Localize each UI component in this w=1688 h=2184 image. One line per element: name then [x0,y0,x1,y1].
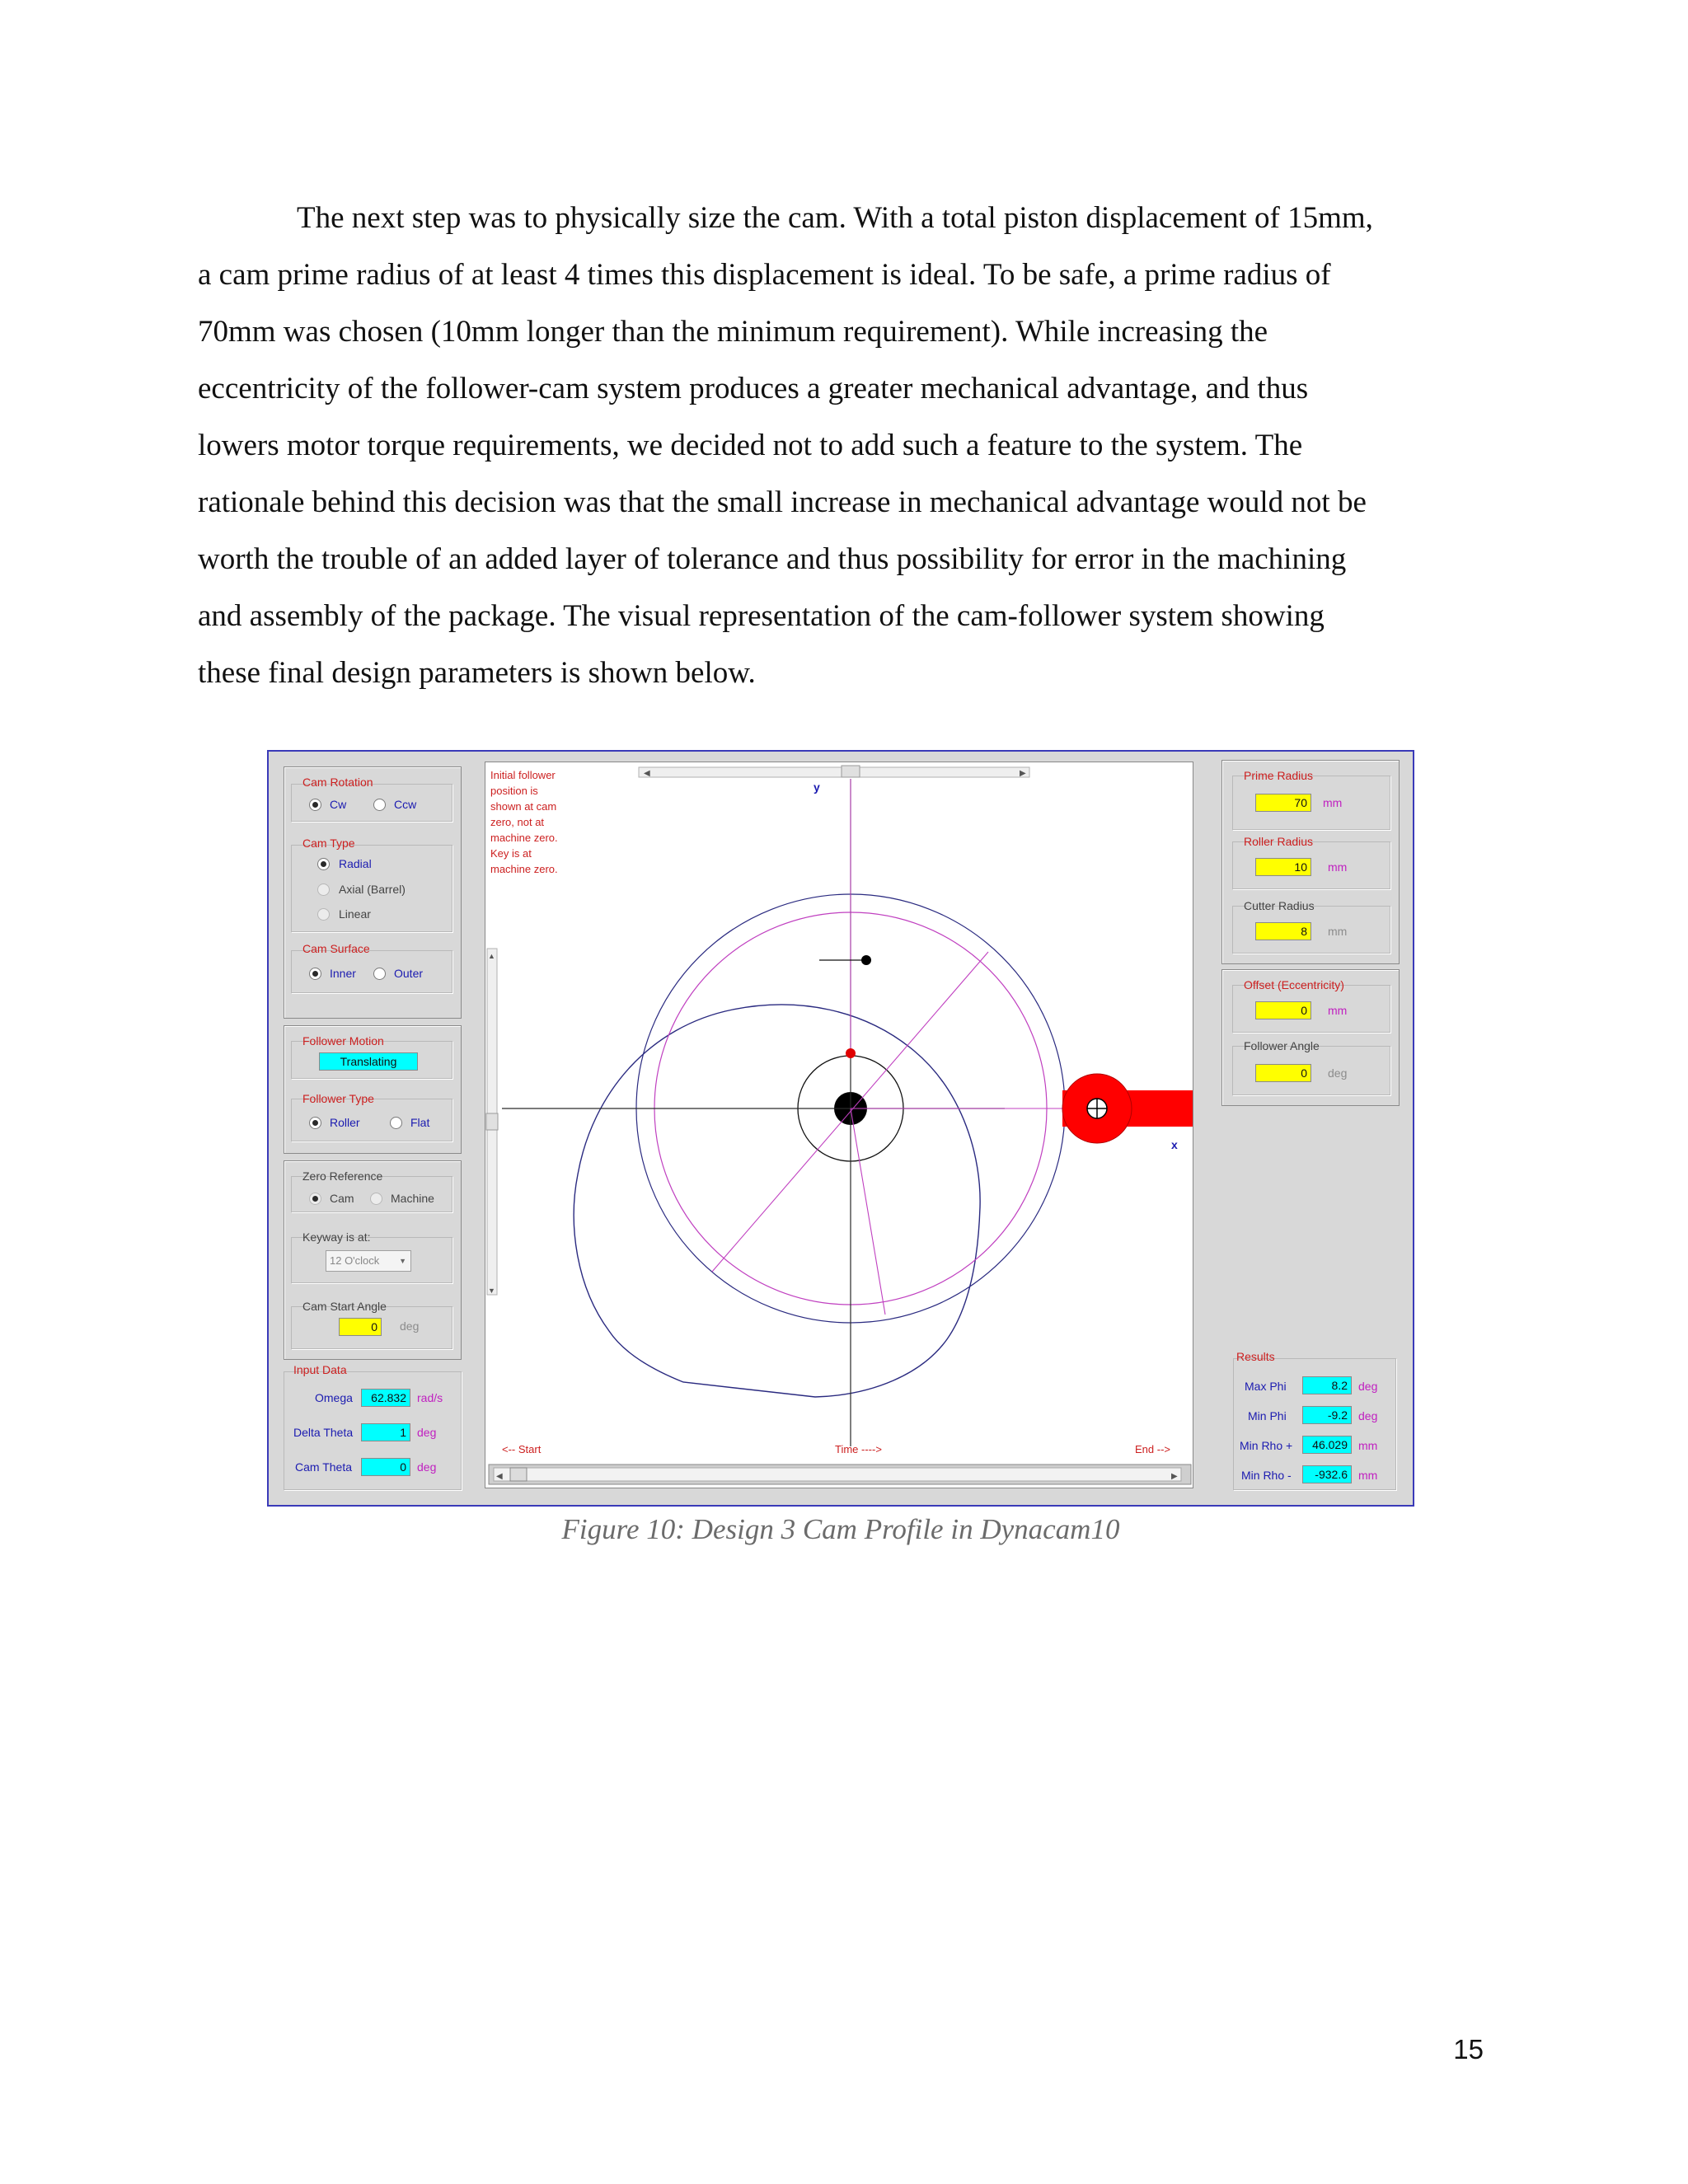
follower-angle-unit: deg [1328,1066,1348,1080]
min-phi-unit: deg [1358,1409,1378,1422]
note-line: machine zero. [490,863,558,875]
follower-note [490,767,558,877]
cam-plot-area[interactable] [485,762,1193,1488]
cam-start-angle-title: Cam Start Angle [302,1300,387,1313]
paragraph-line: these final design parameters is shown below. [198,656,756,690]
roller-radius-label: Roller Radius [1244,835,1314,848]
note-line: machine zero. [490,832,558,844]
paragraph-line: eccentricity of the follower-cam system produces a greater mechanical advantage, and thus [198,372,1309,405]
right-panel-radii [1221,760,1400,964]
cam-surface-title: Cam Surface [302,942,370,955]
keyway-dropdown[interactable] [326,1250,411,1272]
min-rho-plus-unit: mm [1358,1439,1378,1452]
prime-radius-unit: mm [1323,796,1343,809]
dynacam-window [267,750,1414,1507]
page-number: 15 [1453,2034,1484,2064]
follower-motion-title: Follower Motion [302,1034,384,1047]
note-line: Key is at [490,847,532,860]
offset-label: Offset (Eccentricity) [1244,978,1344,991]
cutter-radius-field[interactable]: 8 [1255,922,1311,940]
left-panel-follower [284,1025,462,1154]
min-rho-plus-label: Min Rho + [1240,1439,1293,1452]
follower-type-roller-label: Roller [330,1116,360,1129]
follower-motion-field[interactable]: Translating [319,1052,418,1071]
paragraph-line: rationale behind this decision was that the small increase in mechanical advantage would not be [198,485,1367,519]
start-label: <-- Start [502,1443,542,1455]
roller-radius-unit: mm [1328,860,1348,874]
svg-text:▶: ▶ [1020,769,1026,778]
cam-rotation-cw-label: Cw [330,798,347,811]
chevron-down-icon: ▼ [399,1257,406,1265]
prime-radius-label: Prime Radius [1244,769,1314,782]
min-rho-minus-label: Min Rho - [1241,1469,1292,1482]
zero-reference-title: Zero Reference [302,1169,383,1183]
paragraph-line: and assembly of the package. The visual representation of the cam-follower system showing [198,599,1325,633]
y-axis-label: y [814,780,820,794]
cam-theta-field[interactable]: 0 [361,1458,410,1476]
cam-surface-outer-radio[interactable] [373,968,386,980]
cam-rotation-ccw-label: Ccw [394,798,417,811]
keyway-value: 12 O'clock [330,1254,380,1267]
cam-type-linear-radio[interactable] [317,908,330,921]
svg-text:▼: ▼ [488,1286,495,1295]
cam-type-radial-label: Radial [339,857,372,870]
cam-theta-unit: deg [417,1460,437,1474]
roller-radius-field[interactable]: 10 [1255,858,1311,876]
x-axis-label: x [1171,1138,1178,1151]
paragraph-line: worth the trouble of an added layer of tolerance and thus possibility for error in the machining [198,542,1347,576]
cam-rotation-cw-radio[interactable] [309,799,321,811]
follower-type-flat-label: Flat [410,1116,430,1129]
cam-type-title: Cam Type [302,837,355,850]
follower-type-roller-radio[interactable] [309,1117,321,1129]
offset-field[interactable]: 0 [1255,1001,1311,1019]
follower-type-title: Follower Type [302,1092,374,1105]
omega-label: Omega [315,1391,353,1404]
min-phi-label: Min Phi [1248,1409,1287,1422]
cam-rotation-ccw-radio[interactable] [373,799,386,811]
time-label: Time ----> [835,1443,882,1455]
paragraph-line: The next step was to physically size the cam. With a total piston displacement of 15mm, [297,201,1373,235]
svg-text:◀: ◀ [644,769,650,778]
right-panel-offset [1221,969,1400,1106]
omega-unit: rad/s [417,1391,443,1404]
cam-rotation-title: Cam Rotation [302,776,373,789]
delta-theta-field[interactable]: 1 [361,1423,410,1441]
follower-type-flat-radio[interactable] [390,1117,402,1129]
cutter-radius-label: Cutter Radius [1244,899,1315,912]
min-rho-plus-field: 46.029 [1302,1436,1352,1454]
note-line: shown at cam [490,800,557,813]
cutter-radius-unit: mm [1328,925,1348,938]
cam-surface-inner-radio[interactable] [309,968,321,980]
cam-type-radial-radio[interactable] [317,858,330,870]
zero-reference-machine-radio[interactable] [370,1193,382,1205]
left-panel-cam [284,766,462,1019]
svg-text:▶: ▶ [1171,1472,1178,1481]
max-phi-unit: deg [1358,1380,1378,1393]
cam-start-angle-unit: deg [400,1319,420,1333]
note-line: Initial follower [490,769,556,781]
left-panel-reference [284,1160,462,1360]
results-title: Results [1236,1350,1275,1363]
cam-start-angle-field[interactable]: 0 [339,1318,382,1336]
follower-angle-field[interactable]: 0 [1255,1064,1311,1082]
follower-angle-label: Follower Angle [1244,1039,1320,1052]
svg-text:◀: ◀ [496,1472,503,1481]
max-phi-label: Max Phi [1245,1380,1287,1393]
paragraph-line: lowers motor torque requirements, we decided not to add such a feature to the system. The [198,429,1303,462]
note-line: zero, not at [490,816,545,828]
svg-text:▲: ▲ [488,952,495,960]
cam-surface-outer-label: Outer [394,967,424,980]
keyway-title: Keyway is at: [302,1230,371,1244]
zero-reference-cam-radio[interactable] [309,1193,321,1205]
delta-theta-unit: deg [417,1426,437,1439]
delta-theta-label: Delta Theta [293,1426,354,1439]
prime-radius-field[interactable]: 70 [1255,794,1311,812]
cam-theta-label: Cam Theta [295,1460,352,1474]
paragraph-line: 70mm was chosen (10mm longer than the minimum requirement). While increasing the [198,315,1268,349]
offset-unit: mm [1328,1004,1348,1017]
min-rho-minus-unit: mm [1358,1469,1378,1482]
paragraph-line: a cam prime radius of at least 4 times this displacement is ideal. To be safe, a prime radius of [198,258,1331,292]
cam-type-linear-label: Linear [339,907,371,921]
omega-field[interactable]: 62.832 [361,1389,410,1407]
cam-profile-drawing [485,762,1193,1488]
note-line: position is [490,785,538,797]
body-paragraph [198,190,1484,701]
min-rho-minus-field: -932.6 [1302,1465,1352,1483]
zero-reference-cam-label: Cam [330,1192,354,1205]
cam-surface-inner-label: Inner [330,967,356,980]
max-phi-field: 8.2 [1302,1376,1352,1394]
input-data-title: Input Data [293,1363,347,1376]
cam-type-axial-label: Axial (Barrel) [339,883,406,896]
cam-type-axial-radio[interactable] [317,883,330,896]
figure-caption: Figure 10: Design 3 Cam Profile in Dynacam10 [561,1513,1120,1545]
min-phi-field: -9.2 [1302,1406,1352,1424]
end-label: End --> [1135,1443,1170,1455]
zero-reference-machine-label: Machine [391,1192,434,1205]
